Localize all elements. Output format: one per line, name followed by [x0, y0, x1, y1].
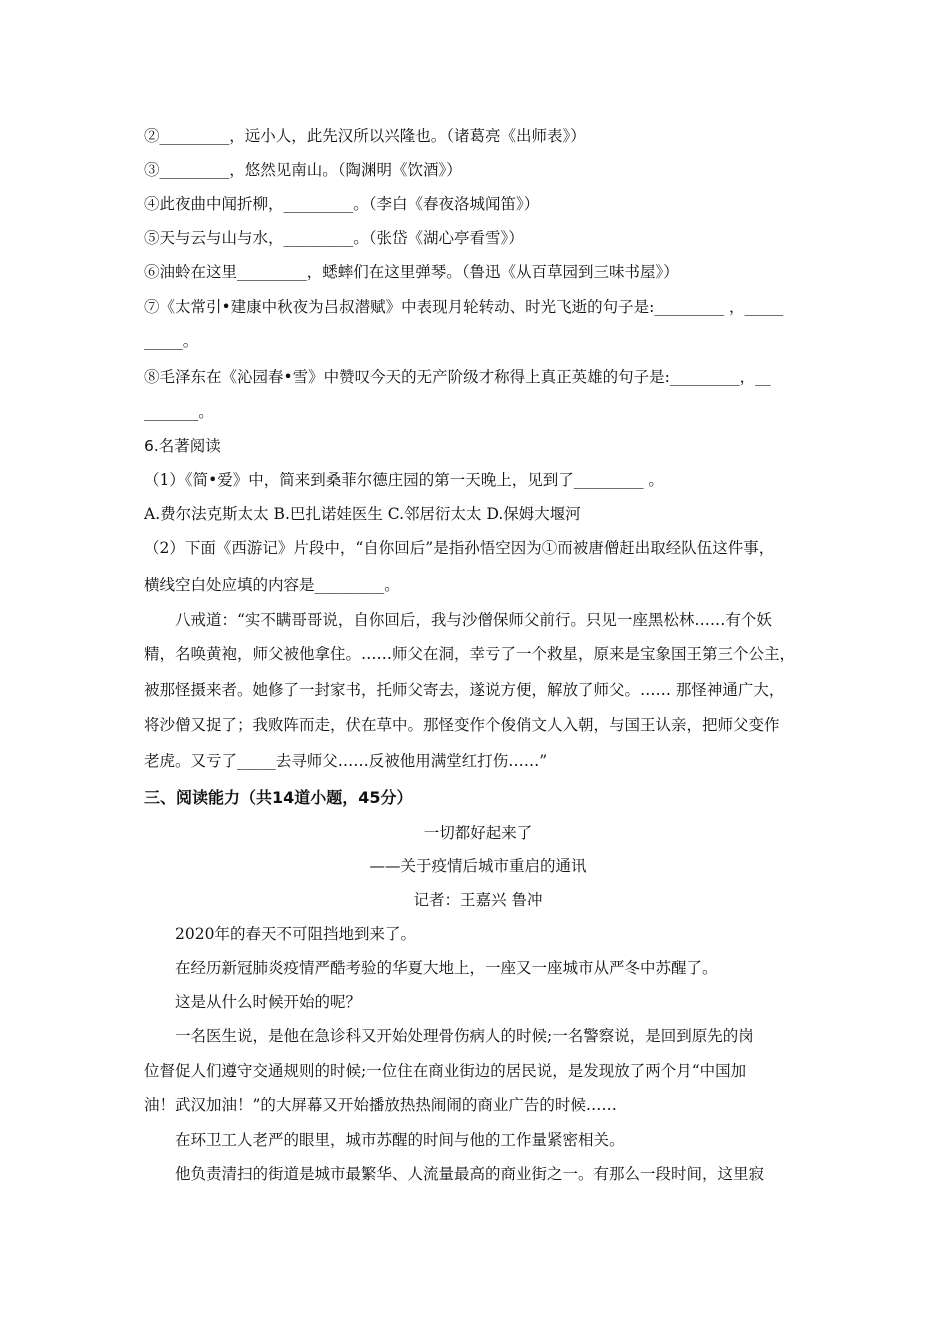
poetry-item-4: ④此夜曲中闻折柳，_________。（李白《春夜洛城闻笛》） — [144, 195, 540, 213]
article-byline: 记者：王嘉兴 鲁冲 — [413, 891, 543, 909]
article-paragraph-cont: 油！武汉加油！”的大屏幕又开始播放热热闹闹的商业广告的时候…… — [144, 1096, 617, 1114]
article-subtitle: ——关于疫情后城市重启的通讯 — [369, 857, 587, 875]
article-paragraph: 他负责清扫的街道是城市最繁华、人流量最高的商业街之一。有那么一段时间，这里寂 — [175, 1165, 765, 1183]
poetry-item-8-cont: _______。 — [144, 403, 214, 421]
article-paragraph: 在经历新冠肺炎疫情严酷考验的华夏大地上，一座又一座城市从严冬中苏醒了。 — [175, 959, 718, 977]
passage-line: 老虎。又亏了_____去寻师父……反被他用满堂红打伤……” — [144, 752, 548, 770]
section6-question-1: （1）《简•爱》中，简来到桑菲尔德庄园的第一天晚上，见到了_________ 。 — [144, 471, 664, 489]
section6-question-2: （2）下面《西游记》片段中，“自你回后”是指孙悟空因为①而被唐僧赶出取经队伍这件事， — [144, 539, 775, 557]
poetry-item-6: ⑥油蛉在这里_________，蟋蟀们在这里弹琴。（鲁迅《从百草园到三味书屋》） — [144, 263, 679, 281]
section6-question-1-options: A.费尔法克斯太太 B.巴扎诺娃医生 C.邻居衍太太 D.保姆大堰河 — [144, 505, 581, 523]
section6-title: 6.名著阅读 — [144, 437, 221, 455]
article-paragraph: 在环卫工人老严的眼里，城市苏醒的时间与他的工作量紧密相关。 — [175, 1131, 625, 1149]
article-paragraph: 这是从什么时候开始的呢？ — [175, 993, 362, 1011]
passage-line: 将沙僧又捉了；我败阵而走，伏在草中。那怪变作个俊俏文人入朝，与国王认亲，把师父变作 — [144, 716, 780, 734]
article-paragraph: 一名医生说，是他在急诊科又开始处理骨伤病人的时候;一名警察说，是回到原先的岗 — [175, 1027, 754, 1045]
poetry-item-2: ②_________，远小人，此先汉所以兴隆也。（诸葛亮《出师表》） — [144, 127, 586, 145]
passage-line: 精，名唤黄袍，师父被他拿住。……师父在洞，幸亏了一个救星，原来是宝象国王第三个公主， — [144, 645, 796, 663]
article-title: 一切都好起来了 — [423, 824, 533, 842]
passage-line: 八戒道：“实不瞒哥哥说，自你回后，我与沙僧保师父前行。只见一座黑松林……有个妖 — [175, 611, 772, 629]
passage-line: 被那怪摄来者。她修了一封家书，托师父寄去，遂说方便，解放了师父。…… 那怪神通广大， — [144, 681, 785, 699]
section6-question-2-cont: 横线空白处应填的内容是_________。 — [144, 576, 400, 594]
article-paragraph: 2020年的春天不可阻挡地到来了。 — [175, 925, 416, 943]
section3-heading: 三、阅读能力（共14道小题，45分） — [144, 788, 413, 807]
article-paragraph-cont: 位督促人们遵守交通规则的时候;一位住在商业街边的居民说，是发现放了两个月“中国加 — [144, 1062, 747, 1080]
poetry-item-7-cont: _____。 — [144, 332, 199, 350]
poetry-item-5: ⑤天与云与山与水，_________。（张岱《湖心亭看雪》） — [144, 229, 524, 247]
poetry-item-8: ⑧毛泽东在《沁园春•雪》中赞叹今天的无产阶级才称得上真正英雄的句子是:_________，__ — [144, 368, 771, 386]
poetry-item-3: ③_________，悠然见南山。（陶渊明《饮酒》） — [144, 161, 462, 179]
poetry-item-7: ⑦《太常引•建康中秋夜为吕叔潜赋》中表现月轮转动、时光飞逝的句子是:_________ ，_____ — [144, 298, 784, 316]
